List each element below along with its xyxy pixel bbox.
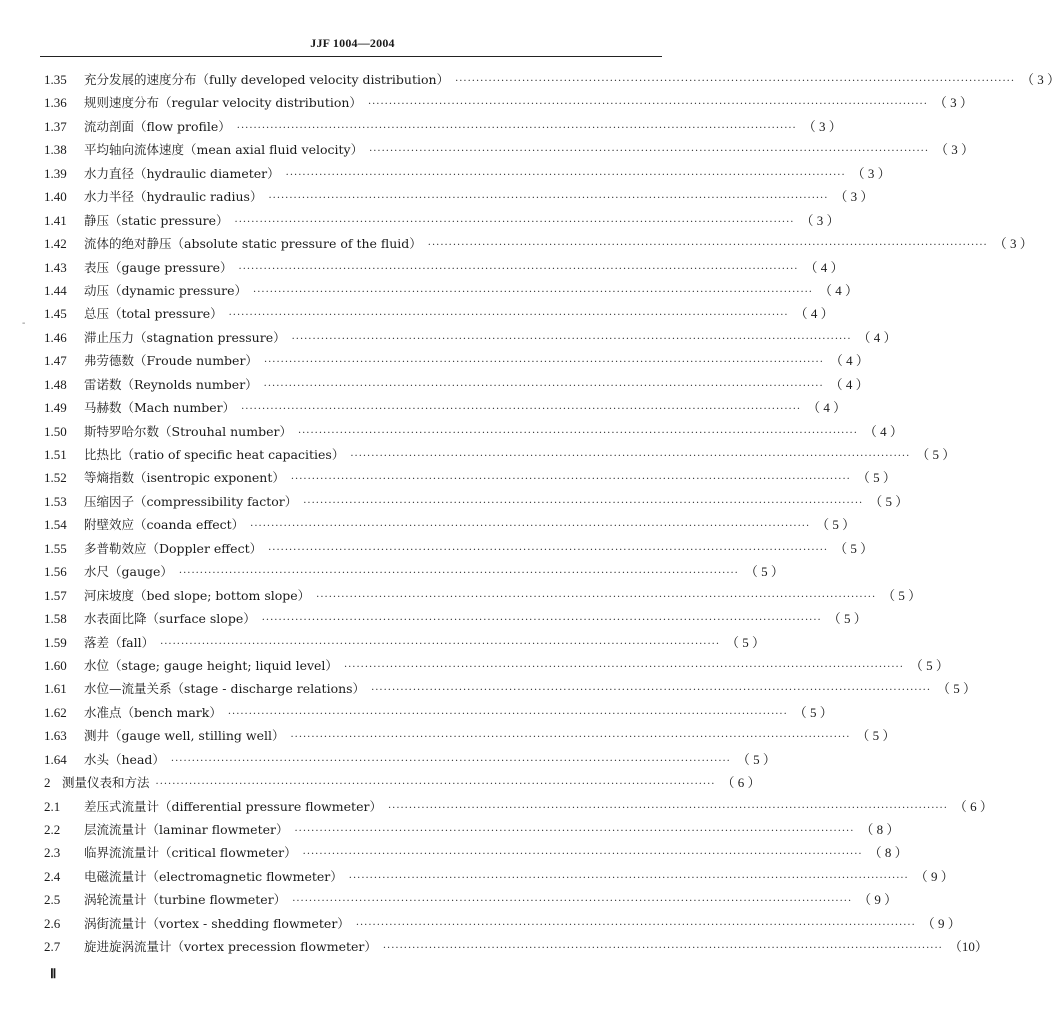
toc-entry-number: 2.2 [44,822,61,837]
toc-entry-page: （ 3 ） [800,212,840,228]
toc-entry-title: 水位（stage; gauge height; liquid level） [84,657,338,673]
toc-entry-number: 1.54 [44,517,67,533]
dot-leader [388,803,948,814]
toc-entry [44,397,847,420]
toc-entry-title: 水力直径（hydraulic diameter） [84,165,280,181]
toc-entry [44,608,867,631]
toc-entry [44,796,993,819]
toc-entry-number: 1.40 [44,189,67,205]
toc-entry-title: 水尺（gauge） [84,564,173,580]
table-of-contents [44,69,1060,960]
toc-entry-page: （ 3 ） [1021,72,1060,87]
toc-entry [44,913,961,936]
toc-entry [44,280,858,303]
toc-entry-page: （ 4 ） [863,423,903,439]
toc-entry-title: 涡轮流量计（turbine flowmeter） [84,892,287,908]
toc-entry-title: 表压（gauge pressure） [84,259,233,275]
toc-entry-title: 斯特罗哈尔数（Strouhal number） [84,423,292,439]
toc-entry-title: 压缩因子（compressibility factor） [84,493,298,509]
dot-leader [264,381,824,392]
toc-entry [44,303,834,326]
toc-entry [44,936,988,959]
toc-entry-number: 1.56 [44,564,67,580]
page-number: Ⅱ [50,966,57,981]
dot-leader [294,826,854,837]
toc-entry-page: （ 3 ） [834,189,874,205]
dot-leader [235,217,795,228]
toc-entry-title: 测量仪表和方法 [62,775,150,791]
toc-entry [44,374,869,397]
toc-entry-title: 总压（total pressure） [84,306,223,322]
toc-entry-number: 1.60 [44,657,67,673]
toc-entry-number: 1.51 [44,447,67,462]
toc-entry-page: （ 5 ） [856,728,896,744]
toc-entry [44,585,922,608]
toc-entry-number: 1.57 [44,587,67,603]
toc-entry-title: 弗劳德数（Froude number） [84,353,258,369]
margin-mark: - [22,318,26,329]
dot-leader [239,264,799,275]
dot-leader [228,709,788,720]
dot-leader [292,896,852,907]
dot-leader [303,849,863,860]
toc-entry [44,210,840,233]
toc-entry [44,889,898,912]
dot-leader [229,310,789,321]
dot-leader [316,592,876,603]
toc-entry [44,561,784,584]
toc-entry-number: 1.35 [44,72,67,87]
toc-entry-number: 1.38 [44,142,67,158]
toc-entry [44,163,891,186]
dot-leader [160,639,720,650]
toc-entry [44,116,842,139]
toc-entry-number: 2.1 [44,798,61,814]
toc-entry-page: （ 5 ） [869,493,909,509]
toc-entry-number: 1.39 [44,165,67,181]
toc-entry-number: 1.50 [44,423,67,439]
toc-entry-title: 差压式流量计（differential pressure flowmeter） [84,798,382,814]
toc-entry [44,538,874,561]
toc-entry-title: 流体的绝对静压（absolute static pressure of the fluid） [84,236,422,252]
toc-entry [44,233,1033,256]
dot-leader [268,193,828,204]
toc-entry-page: （ 6 ） [953,798,993,814]
toc-entry-number: 1.41 [44,212,67,228]
toc-entry [44,421,903,444]
toc-entry-page: （ 8 ） [868,845,908,861]
toc-entry-page: （ 4 ） [794,306,834,322]
toc-entry-page: （ 5 ） [937,681,977,697]
dot-leader [156,779,716,790]
toc-entry-page: （ 3 ） [851,165,891,181]
toc-entry-title: 马赫数（Mach number） [84,400,236,416]
toc-entry [44,819,900,842]
toc-entry-number: 1.58 [44,611,67,627]
toc-entry-title: 测井（gauge well, stilling well） [84,728,285,744]
dot-leader [241,404,801,415]
toc-entry-page: （ 3 ） [802,118,842,134]
toc-entry-page: （ 9 ） [858,892,898,908]
toc-entry-page: （ 3 ） [993,236,1033,252]
toc-entry-number: 1.42 [44,236,67,252]
running-header: JJF 1004—2004 [310,36,395,50]
toc-entry-page: （ 5 ） [793,704,833,720]
dot-leader [290,732,850,743]
dot-leader [268,545,828,556]
toc-entry-page: （ 9 ） [921,915,961,931]
toc-entry [44,327,897,350]
toc-entry-number: 2.5 [44,892,61,908]
toc-entry-page: （ 5 ） [834,540,874,556]
toc-entry-number: 2.4 [44,868,61,884]
toc-entry-title: 流动剖面（flow profile） [84,118,231,134]
toc-entry [44,491,909,514]
toc-entry [44,702,833,725]
toc-entry [44,725,896,748]
toc-entry-number: 1.64 [44,751,67,767]
toc-entry-page: （ 5 ） [882,587,922,603]
toc-entry [44,866,954,889]
toc-entry-page: （ 5 ） [856,470,896,486]
toc-entry-number: 1.53 [44,493,67,509]
toc-entry [44,467,896,490]
toc-entry [44,69,1060,92]
toc-entry-number: 1.46 [44,329,67,345]
toc-entry [44,92,973,115]
toc-entry-number: 2.3 [44,845,61,861]
dot-leader [383,943,943,954]
toc-entry-page: （ 5 ） [827,611,867,627]
toc-entry-number: 1.44 [44,282,67,298]
toc-entry-page: （ 4 ） [829,376,869,392]
toc-entry-page: （ 9 ） [914,868,954,884]
toc-entry-title: 动压（dynamic pressure） [84,282,248,298]
toc-entry-page: （ 5 ） [726,634,766,650]
toc-entry-title: 旋进旋涡流量计（vortex precession flowmeter） [84,939,377,955]
toc-entry-title: 水表面比降（surface slope） [84,611,256,627]
toc-entry-title: 水力半径（hydraulic radius） [84,189,263,205]
dot-leader [349,873,909,884]
toc-entry-title: 涡街流量计（vortex - shedding flowmeter） [84,915,350,931]
toc-entry-number: 2.7 [44,939,61,955]
dot-leader [237,123,797,134]
toc-entry-title: 滞止压力（stagnation pressure） [84,329,286,345]
toc-entry [44,772,761,795]
toc-entry [44,257,844,280]
dot-leader [356,920,916,931]
toc-entry [44,186,874,209]
toc-entry-title: 水准点（bench mark） [84,704,222,720]
toc-entry-title: 水位—流量关系（stage - discharge relations） [84,681,366,697]
toc-entry [44,749,776,772]
dot-leader [369,146,929,157]
toc-entry-number: 1.55 [44,540,67,556]
toc-entry-title: 规则速度分布（regular velocity distribution） [84,95,362,111]
toc-entry-number: 1.49 [44,400,67,416]
toc-entry-page: （ 4 ） [829,353,869,369]
toc-entry-page: （ 3 ） [933,95,973,111]
toc-entry-title: 静压（static pressure） [84,212,229,228]
toc-entry-page: （ 5 ） [736,751,776,767]
toc-entry-page: （ 4 ） [818,282,858,298]
toc-entry-page: （ 5 ） [816,517,856,533]
toc-entry-title: 平均轴向流体速度（mean axial fluid velocity） [84,142,364,158]
toc-entry-title: 等熵指数（isentropic exponent） [84,470,285,486]
dot-leader [428,240,988,251]
toc-entry-number: 1.63 [44,728,67,744]
dot-leader [179,568,739,579]
dot-leader [455,76,1015,87]
toc-entry-title: 临界流流量计（critical flowmeter） [84,845,297,861]
toc-entry-number: 1.37 [44,118,67,134]
dot-leader [171,756,731,767]
toc-entry-page: （ 4 ） [857,329,897,345]
toc-entry-number: 1.48 [44,376,67,392]
toc-entry-page: （ 5 ） [909,657,949,673]
dot-leader [286,170,846,181]
toc-entry-number: 1.61 [44,681,67,697]
toc-entry-number: 1.43 [44,259,67,275]
dot-leader [264,357,824,368]
toc-entry-page: （ 3 ） [935,142,975,158]
toc-entry [44,632,766,655]
toc-entry [44,678,977,701]
toc-entry [44,350,869,373]
toc-entry-number: 1.62 [44,704,67,720]
dot-leader [292,334,852,345]
toc-entry-page: （10） [948,939,988,955]
toc-entry [44,139,975,162]
toc-entry [44,842,908,865]
dot-leader [368,99,928,110]
toc-entry [44,655,949,678]
toc-entry-number: 1.45 [44,306,67,322]
dot-leader [344,662,904,673]
toc-entry-page: （ 8 ） [860,822,900,837]
dot-leader [253,287,813,298]
toc-entry [44,514,856,537]
toc-entry-page: （ 4 ） [804,259,844,275]
toc-entry-number: 1.59 [44,634,67,650]
dot-leader [350,451,910,462]
toc-entry-number: 2 [44,775,51,791]
toc-entry-number: 1.52 [44,470,67,486]
toc-entry-number: 1.36 [44,95,67,111]
toc-entry-number: 2.6 [44,915,61,931]
dot-leader [303,498,863,509]
toc-entry-title: 河床坡度（bed slope; bottom slope） [84,587,311,603]
dot-leader [371,685,931,696]
toc-entry-page: （ 6 ） [721,775,761,791]
toc-entry-title: 层流流量计（laminar flowmeter） [84,822,289,837]
header-rule [40,56,662,57]
toc-entry-title: 比热比（ratio of specific heat capacities） [84,447,345,462]
dot-leader [250,521,810,532]
toc-entry-title: 附壁效应（coanda effect） [84,517,245,533]
dot-leader [298,428,858,439]
toc-entry [44,444,956,467]
toc-entry-title: 雷诺数（Reynolds number） [84,376,258,392]
toc-entry-title: 充分发展的速度分布（fully developed velocity distribution） [84,72,450,87]
toc-entry-title: 落差（fall） [84,634,155,650]
dot-leader [262,615,822,626]
toc-entry-title: 电磁流量计（electromagnetic flowmeter） [84,868,343,884]
toc-entry-page: （ 4 ） [807,400,847,416]
toc-entry-page: （ 5 ） [916,447,956,462]
toc-entry-title: 水头（head） [84,751,165,767]
toc-entry-page: （ 5 ） [744,564,784,580]
toc-entry-title: 多普勒效应（Doppler effect） [84,540,263,556]
toc-entry-number: 1.47 [44,353,67,369]
dot-leader [291,474,851,485]
